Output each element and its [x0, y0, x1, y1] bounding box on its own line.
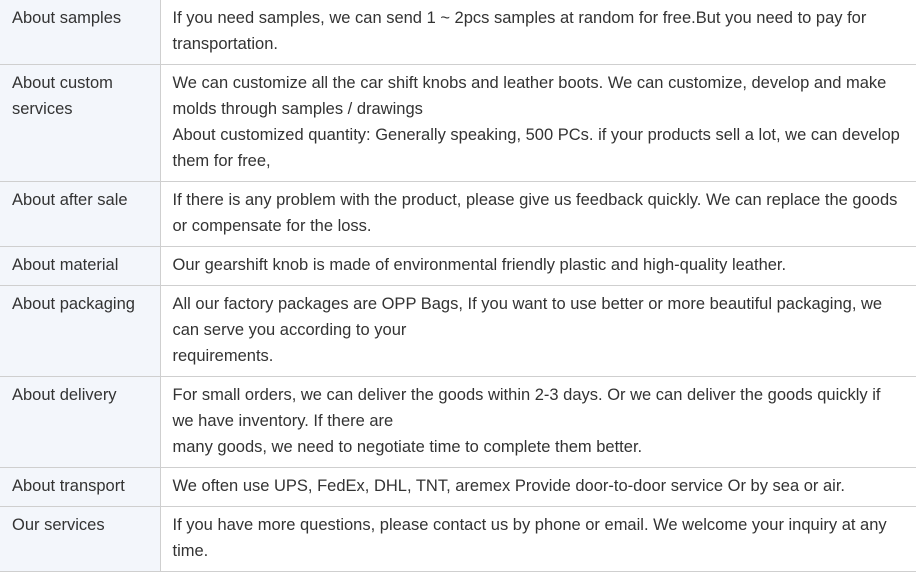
table-row — [0, 468, 916, 507]
row-description — [160, 286, 916, 377]
description-line: For small orders, we can deliver the goods within 2-3 days. Or we can deliver the goods quickly if we have inventory. If there are — [172, 386, 881, 430]
description-line: Our gearshift knob is made of environmental friendly plastic and high-quality leather. — [172, 256, 787, 274]
row-label: About after sale — [0, 182, 160, 247]
row-description — [160, 0, 916, 65]
row-description — [160, 507, 916, 572]
description-line: All our factory packages are OPP Bags, If you want to use better or more beautiful packaging, we can serve you according to your — [172, 295, 883, 339]
table-row — [0, 65, 916, 182]
row-label: About custom services — [0, 65, 160, 182]
table-row — [0, 182, 916, 247]
row-description — [160, 182, 916, 247]
row-description — [160, 247, 916, 286]
description-line: If you have more questions, please contact us by phone or email. We welcome your inquiry at any time. — [172, 516, 887, 560]
table-row — [0, 0, 916, 65]
description-line: If there is any problem with the product, please give us feedback quickly. We can replace the goods or compensate for the loss. — [172, 191, 898, 235]
row-label: About samples — [0, 0, 160, 65]
table-row — [0, 377, 916, 468]
description-line: We can customize all the car shift knobs and leather boots. We can customize, develop and make molds through samples / drawings — [172, 74, 887, 118]
table-row — [0, 286, 916, 377]
description-line: many goods, we need to negotiate time to complete them better. — [172, 438, 643, 456]
row-label: About packaging — [0, 286, 160, 377]
row-label: About transport — [0, 468, 160, 507]
row-description — [160, 468, 916, 507]
description-line: If you need samples, we can send 1 ~ 2pcs samples at random for free.But you need to pay for transportation. — [172, 9, 867, 53]
row-description — [160, 377, 916, 468]
table-row — [0, 507, 916, 572]
row-label: About delivery — [0, 377, 160, 468]
row-label: About material — [0, 247, 160, 286]
description-line: About customized quantity: Generally speaking, 500 PCs. if your products sell a lot, we can develop them for free, — [172, 126, 900, 170]
row-description — [160, 65, 916, 182]
row-label: Our services — [0, 507, 160, 572]
description-line: requirements. — [172, 347, 274, 365]
description-line: We often use UPS, FedEx, DHL, TNT, aremex Provide door-to-door service Or by sea or air. — [172, 477, 845, 495]
table-row — [0, 247, 916, 286]
